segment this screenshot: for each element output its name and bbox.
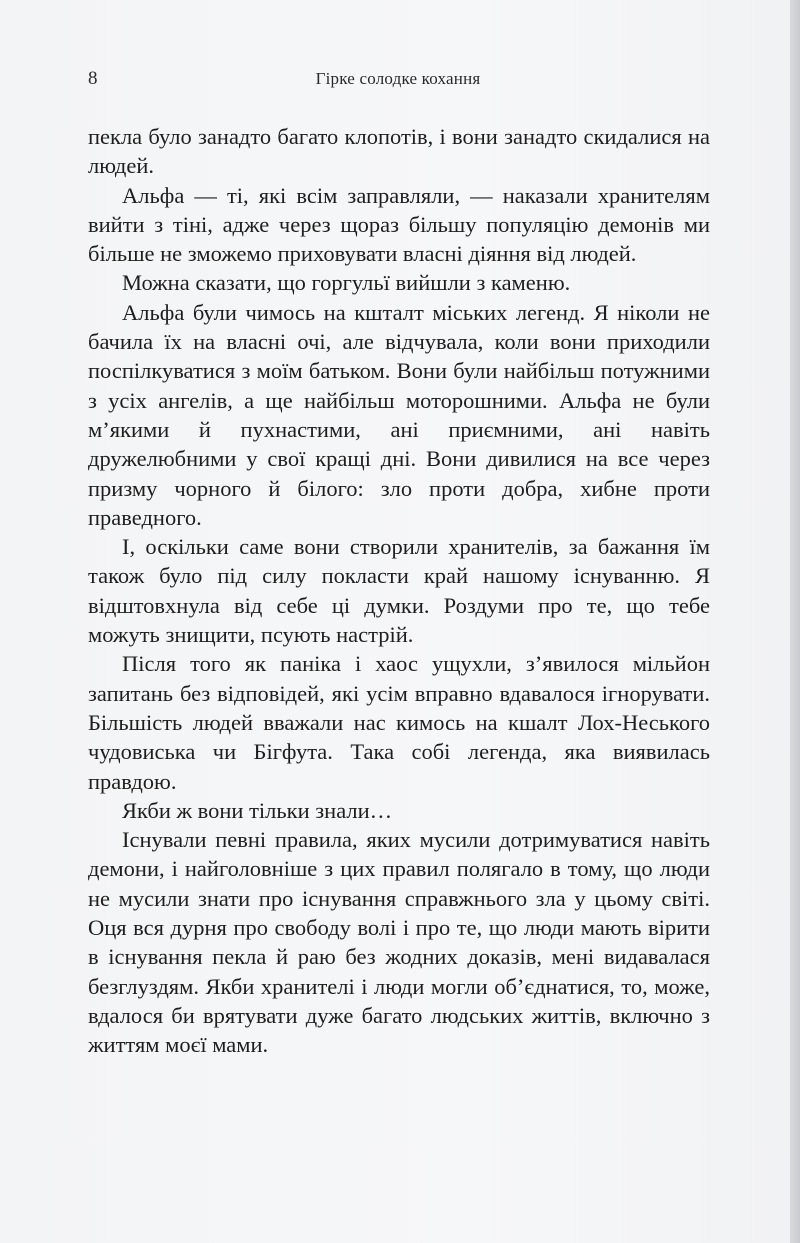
paragraph: Можна сказати, що горгульї вийшли з каменю.: [122, 270, 571, 296]
body-text: [88, 122, 710, 1060]
paragraph: Після того як паніка і хаос ущухли, з’явилося мільйон запитань без відповідей, які усім вправно вдавалося ігнорувати. Більшість людей вважали нас кимось на кшалт Лох-Неського чудовиська чи Бігфута. Така собі легенда, яка виявилась правдою.: [88, 651, 710, 794]
running-title: Гірке солодке кохання: [315, 69, 481, 88]
page-number: 8: [88, 68, 98, 89]
paragraph: І, оскільки саме вони створили хранителів, за бажання їм також було під силу покласти край нашому існуванню. Я відштовхнула від себе ці думки. Роздуми про те, що тебе можуть знищити, псують настрій.: [88, 534, 710, 648]
paragraph: Альфа були чимось на кшталт міських легенд. Я ніколи не бачила їх на власні очі, але відчувала, коли вони приходили поспілкуватися з моїм батьком. Вони були найбільш потужними з усіх ангелів, а ще найбільш моторошними. Альфа не були м’якими й пухнастими, ані приємними, ані навіть дружелюбними у свої кращі дні. Вони дивилися на все через призму чорного й білого: зло проти добра, хибне проти праведного.: [88, 299, 710, 530]
paragraph: Існували певні правила, яких мусили дотримуватися навіть демони, і найголовніше з цих правил полягало в тому, що люди не мусили знати про існування справжнього зла у цьому світі. Оця вся дурня про свободу волі і про те, що люди мають вірити в існування пекла й раю без жодних доказів, мені видавалася безглуздям. Якби хранителі і люди могли об’єднатися, то, може, вдалося би врятувати дуже багато людських життів, включно з життям моєї мами.: [88, 827, 710, 1058]
paragraph-continued: пекла було занадто багато клопотів, і вони занадто скидалися на людей.: [88, 124, 710, 179]
page-header: [88, 68, 708, 98]
page-edge: [790, 0, 800, 1243]
paragraph: Якби ж вони тільки знали…: [122, 797, 393, 823]
paragraph: Альфа — ті, які всім заправляли, — наказали хранителям вийти з тіні, адже через щораз більшу популяцію демонів ми більше не зможемо приховувати власні діяння від людей.: [88, 182, 710, 267]
